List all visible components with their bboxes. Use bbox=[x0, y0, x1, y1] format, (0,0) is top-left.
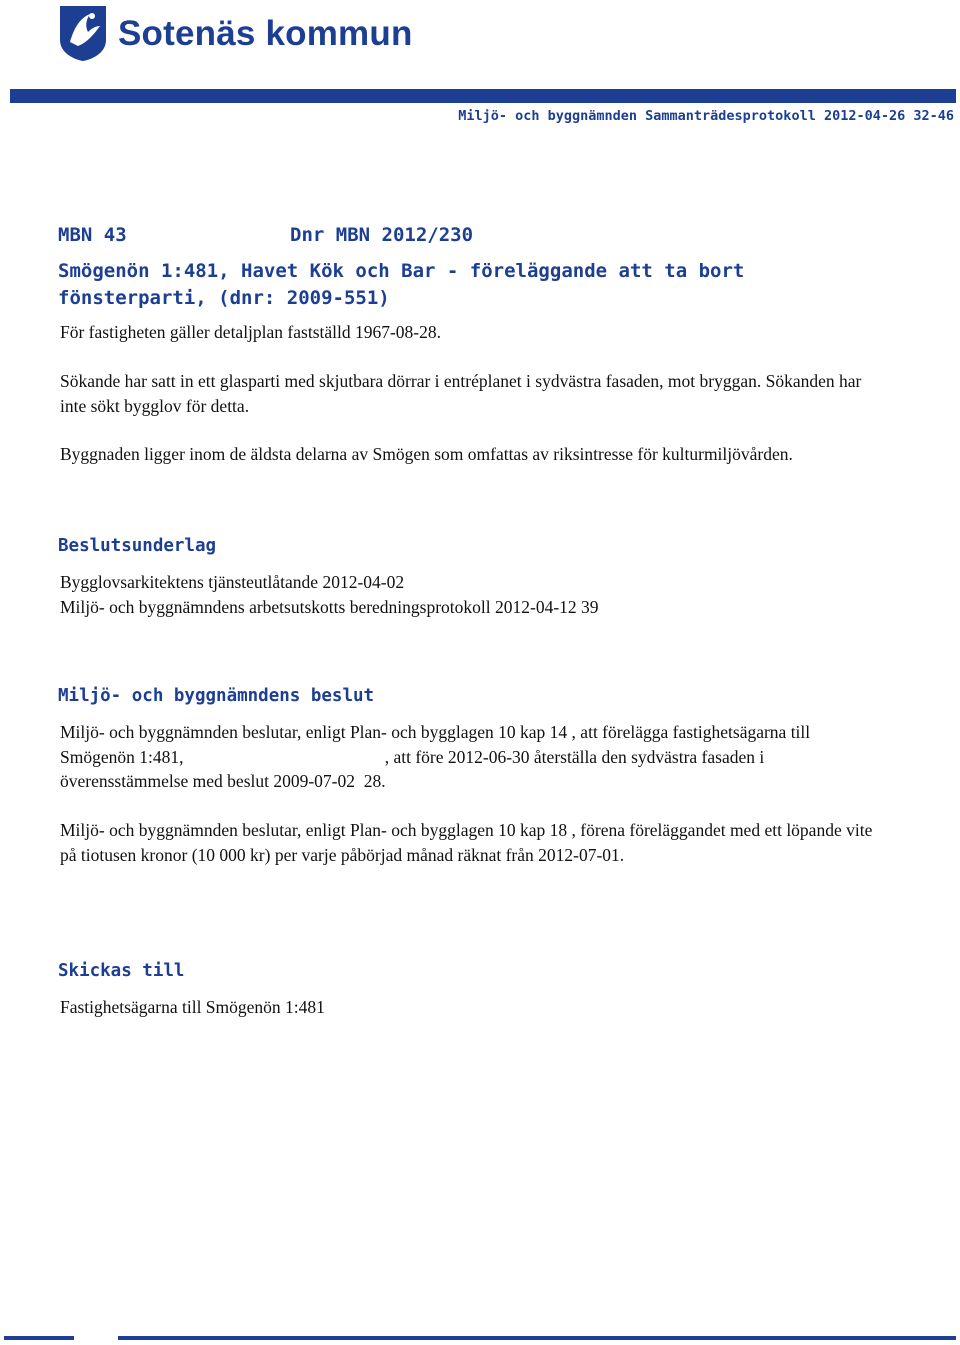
org-logo bbox=[58, 3, 413, 63]
beslutsunderlag-item-1: Bygglovsarkitektens tjänsteutlåtande 2012-04-02 bbox=[60, 572, 405, 592]
body-paragraph-1: För fastigheten gäller detaljplan fastställd 1967-08-28. bbox=[60, 322, 442, 342]
section-heading-skickas-till: Skickas till bbox=[58, 961, 185, 981]
section-heading-beslutsunderlag: Beslutsunderlag bbox=[58, 536, 217, 556]
org-name: Sotenäs kommun bbox=[118, 13, 413, 53]
section-heading-beslut: Miljö- och byggnämndens beslut bbox=[58, 686, 375, 706]
case-paragraph-number: MBN 43 bbox=[58, 224, 127, 246]
body-paragraph-3: Byggnaden ligger inom de äldsta delarna av Smögen som omfattas av riksintresse för kulturmiljövården. bbox=[60, 444, 793, 464]
case-title: Smögenön 1:481, Havet Kök och Bar - föreläggande att ta bort fönsterparti, (dnr: 2009-551) bbox=[58, 260, 745, 309]
header-rule bbox=[10, 89, 956, 103]
case-dnr: Dnr MBN 2012/230 bbox=[290, 224, 474, 246]
case-number bbox=[58, 224, 474, 246]
footer-rule-left bbox=[4, 1336, 74, 1340]
skickas-till-item: Fastighetsägarna till Smögenön 1:481 bbox=[60, 997, 325, 1017]
municipal-crest-icon bbox=[58, 4, 108, 62]
footer-rule-right bbox=[118, 1336, 956, 1340]
running-head: Miljö- och byggnämnden Sammanträdesprotokoll 2012-04-26 32-46 bbox=[458, 108, 954, 124]
beslut-paragraph-1: Miljö- och byggnämnden beslutar, enligt Plan- och bygglagen 10 kap 14 , att förelägga fastighetsägarna till Smögenön 1:481, , att före 2012-06-30 återställa den sydvästra fasaden i överensstämmelse med beslut 2009-07-02 28. bbox=[60, 722, 815, 791]
beslut-paragraph-2: Miljö- och byggnämnden beslutar, enligt Plan- och bygglagen 10 kap 18 , förena föreläggandet med ett löpande vite på tiotusen kronor (10 000 kr) per varje påbörjad månad räknat från 2012-07-01. bbox=[60, 820, 873, 865]
beslutsunderlag-item-2: Miljö- och byggnämndens arbetsutskotts beredningsprotokoll 2012-04-12 39 bbox=[60, 597, 599, 617]
body-paragraph-2: Sökande har satt in ett glasparti med skjutbara dörrar i entréplanet i sydvästra fasaden, mot bryggan. Sökanden har inte sökt bygglov för detta. bbox=[60, 371, 862, 416]
